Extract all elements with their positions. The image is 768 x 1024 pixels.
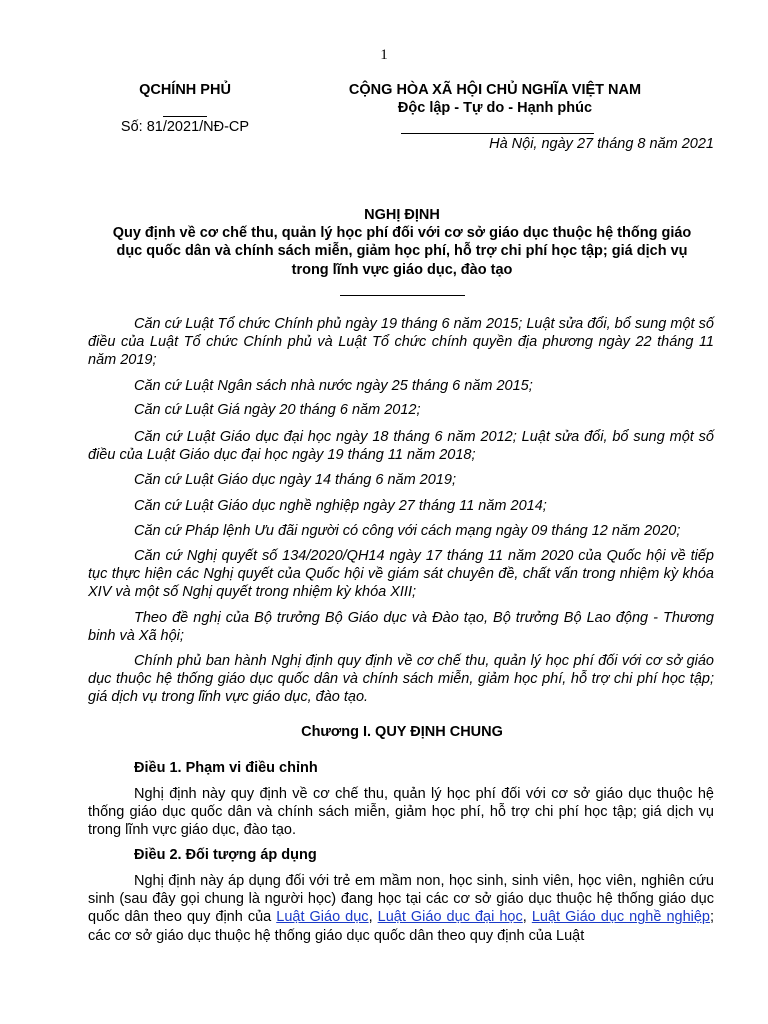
- preamble-paragraph: Căn cứ Pháp lệnh Ưu đãi người có công với cách mạng ngày 09 tháng 12 năm 2020;: [134, 523, 681, 539]
- preamble-paragraph: Theo đề nghị của Bộ trưởng Bộ Giáo dục và Đào tạo, Bộ trưởng Bộ Lao động - Thương binh và Xã hội;: [88, 610, 714, 645]
- agency-divider: [163, 116, 207, 117]
- link-separator: ,: [368, 909, 378, 926]
- preamble-paragraph: Căn cứ Luật Giáo dục nghề nghiệp ngày 27 tháng 11 năm 2014;: [134, 498, 547, 514]
- article-1-heading: Điều 1. Phạm vi điều chỉnh: [134, 760, 318, 776]
- national-motto: Độc lập - Tự do - Hạnh phúc: [397, 100, 593, 116]
- link-separator: ,: [522, 909, 532, 926]
- page-number: 1: [380, 47, 388, 63]
- preamble-paragraph: Căn cứ Luật Giáo dục ngày 14 tháng 6 năm 2019;: [134, 472, 456, 488]
- document-number: Số: 81/2021/NĐ-CP: [120, 119, 250, 135]
- link-luat-giao-duc-dai-hoc[interactable]: Luật Giáo dục đại học: [377, 909, 523, 926]
- article-2-heading: Điều 2. Đối tượng áp dụng: [134, 847, 317, 863]
- chapter-heading: Chương I. QUY ĐỊNH CHUNG: [301, 724, 503, 740]
- preamble-paragraph: Căn cứ Luật Giá ngày 20 tháng 6 năm 2012;: [134, 402, 421, 418]
- country-name: CỘNG HÒA XÃ HỘI CHỦ NGHĨA VIỆT NAM: [348, 82, 642, 98]
- motto-divider: [401, 133, 594, 134]
- preamble-paragraph: Căn cứ Luật Ngân sách nhà nước ngày 25 tháng 6 năm 2015;: [134, 378, 533, 394]
- preamble-paragraph: Căn cứ Luật Tổ chức Chính phủ ngày 19 tháng 6 năm 2015; Luật sửa đổi, bổ sung một số điều của Luật Tổ chức Chính phủ và Luật Tổ chức chính quyền địa phương ngày 22 tháng 11 năm 2019;: [88, 316, 714, 369]
- article-2-text-start: Nghị định này áp dụng đối với trẻ em mầm non, học sinh, sinh viên, học viên, nghiên cứu sinh (sau đây gọi chung là người học) đang học tại các cơ sở giáo dục thuộc hệ thống giáo dục quốc dân theo quy định của: [88, 873, 714, 926]
- document-subject-line-1: Quy định về cơ chế thu, quản lý học phí đối với cơ sở giáo dục thuộc hệ thống giáo: [112, 225, 692, 241]
- link-luat-giao-duc-nghe-nghiep[interactable]: Luật Giáo dục nghề nghiệp: [531, 909, 710, 926]
- article-2-text-end: ; các cơ sở giáo dục thuộc hệ thống giáo dục quốc dân theo quy định của Luật: [88, 909, 715, 944]
- preamble-paragraph: Chính phủ ban hành Nghị định quy định về cơ chế thu, quản lý học phí đối với cơ sở giáo dục thuộc hệ thống giáo dục quốc dân và chính sách miễn, giảm học phí, hỗ trợ chi phí học tập; giá dịch vụ trong lĩnh vực giáo dục, đào tạo.: [88, 653, 714, 706]
- article-1-text: Nghị định này quy định về cơ chế thu, quản lý học phí đối với cơ sở giáo dục thuộc hệ thống giáo dục quốc dân và chính sách miễn, giảm học phí, hỗ trợ chi phí học tập; giá dịch vụ trong lĩnh vực giáo dục, đào tạo.: [88, 786, 714, 839]
- preamble-paragraph: Căn cứ Luật Giáo dục đại học ngày 18 tháng 6 năm 2012; Luật sửa đổi, bổ sung một số điều của Luật Giáo dục đại học ngày 19 tháng 11 năm 2018;: [88, 429, 714, 464]
- document-type: NGHỊ ĐỊNH: [364, 207, 440, 223]
- document-subject-line-2: dục quốc dân và chính sách miễn, giảm học phí, hỗ trợ chi phí học tập; giá dịch vụ: [116, 243, 688, 259]
- place-date: Hà Nội, ngày 27 tháng 8 năm 2021: [489, 136, 714, 152]
- document-subject-line-3: trong lĩnh vực giáo dục, đào tạo: [291, 262, 513, 278]
- title-divider: [340, 295, 465, 296]
- link-luat-giao-duc[interactable]: Luật Giáo dục: [276, 909, 369, 926]
- preamble-paragraph: Căn cứ Nghị quyết số 134/2020/QH14 ngày 17 tháng 11 năm 2020 của Quốc hội về tiếp tục thực hiện các Nghị quyết của Quốc hội về giám sát chuyên đề, chất vấn trong nhiệm kỳ khóa XIV và một số Nghị quyết trong nhiệm kỳ khóa XIII;: [88, 548, 714, 601]
- issuing-agency: QCHÍNH PHỦ: [139, 82, 231, 98]
- article-2-text: [88, 872, 714, 945]
